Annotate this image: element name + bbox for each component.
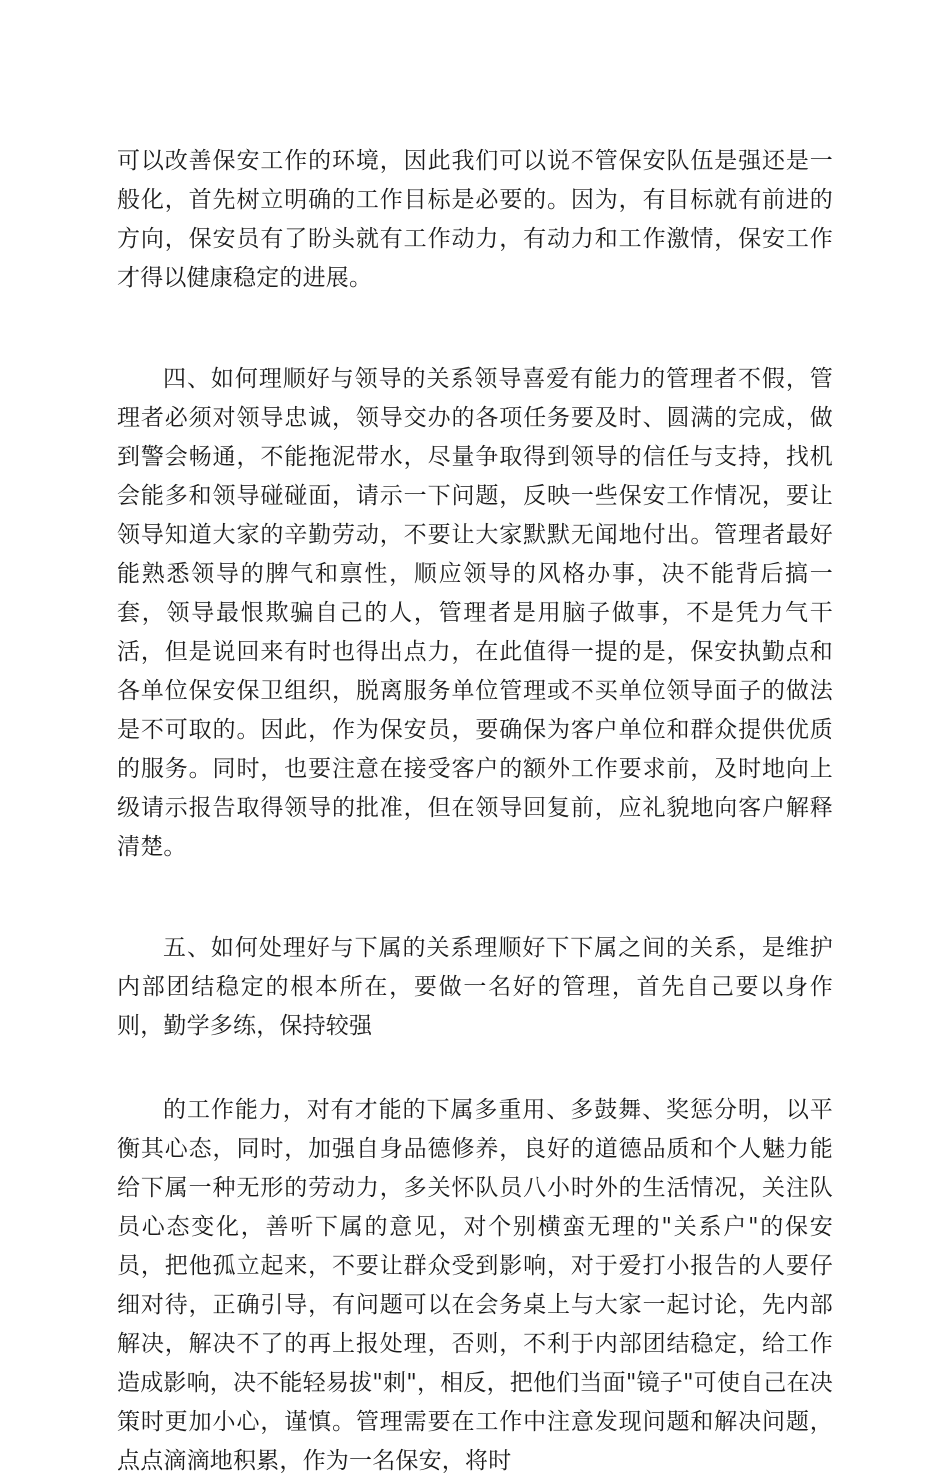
paragraph-1: 可以改善保安工作的环境，因此我们可以说不管保安队伍是强还是一般化，首先树立明确的工作目标是必要的。因为，有目标就有前进的方向，保安员有了盼头就有工作动力，有动力和工作激情，保安工作才得以健康稳定的进展。 [117, 148, 833, 291]
paragraph-3: 五、如何处理好与下属的关系理顺好下下属之间的关系，是维护内部团结稳定的根本所在，要做一名好的管理，首先自己要以身作则，勤学多练，保持较强 [117, 935, 833, 1039]
paragraph-2: 四、如何理顺好与领导的关系领导喜爱有能力的管理者不假，管理者必须对领导忠诚，领导交办的各项任务要及时、圆满的完成，做到警会畅通，不能拖泥带水，尽量争取得到领导的信任与支持，找机会能多和领导碰碰面，请示一下问题，反映一些保安工作情况，要让领导知道大家的辛勤劳动，不要让大家默默无闻地付出。管理者最好能熟悉领导的脾气和禀性，顺应领导的风格办事，决不能背后搞一套，领导最恨欺骗自己的人，管理者是用脑子做事，不是凭力气干活，但是说回来有时也得出点力，在此值得一提的是，保安执勤点和各单位保安保卫组织，脱离服务单位管理或不买单位领导面子的做法是不可取的。因此，作为保安员，要确保为客户单位和群众提供优质的服务。同时，也要注意在接受客户的额外工作要求前，及时地向上级请示报告取得领导的批准，但在领导回复前，应礼貌地向客户解释清楚。 [117, 366, 833, 860]
document-page [117, 142, 833, 1481]
paragraph-4: 的工作能力，对有才能的下属多重用、多鼓舞、奖惩分明，以平衡其心态，同时，加强自身品德修养，良好的道德品质和个人魅力能给下属一种无形的劳动力，多关怀队员八小时外的生活情况，关注队员心态变化，善听下属的意见，对个别横蛮无理的"关系户"的保安员，把他孤立起来，不要让群众受到影响，对于爱打小报告的人要仔细对待，正确引导，有问题可以在会务桌上与大家一起讨论，先内部解决，解决不了的再上报处理，否则，不利于内部团结稳定，给工作造成影响，决不能轻易拔"刺"，相反，把他们当面"镜子"可使自己在决策时更加小心，谨慎。管理需要在工作中注意发现问题和解决问题，点点滴滴地积累，作为一名保安，将时 [117, 1097, 833, 1474]
